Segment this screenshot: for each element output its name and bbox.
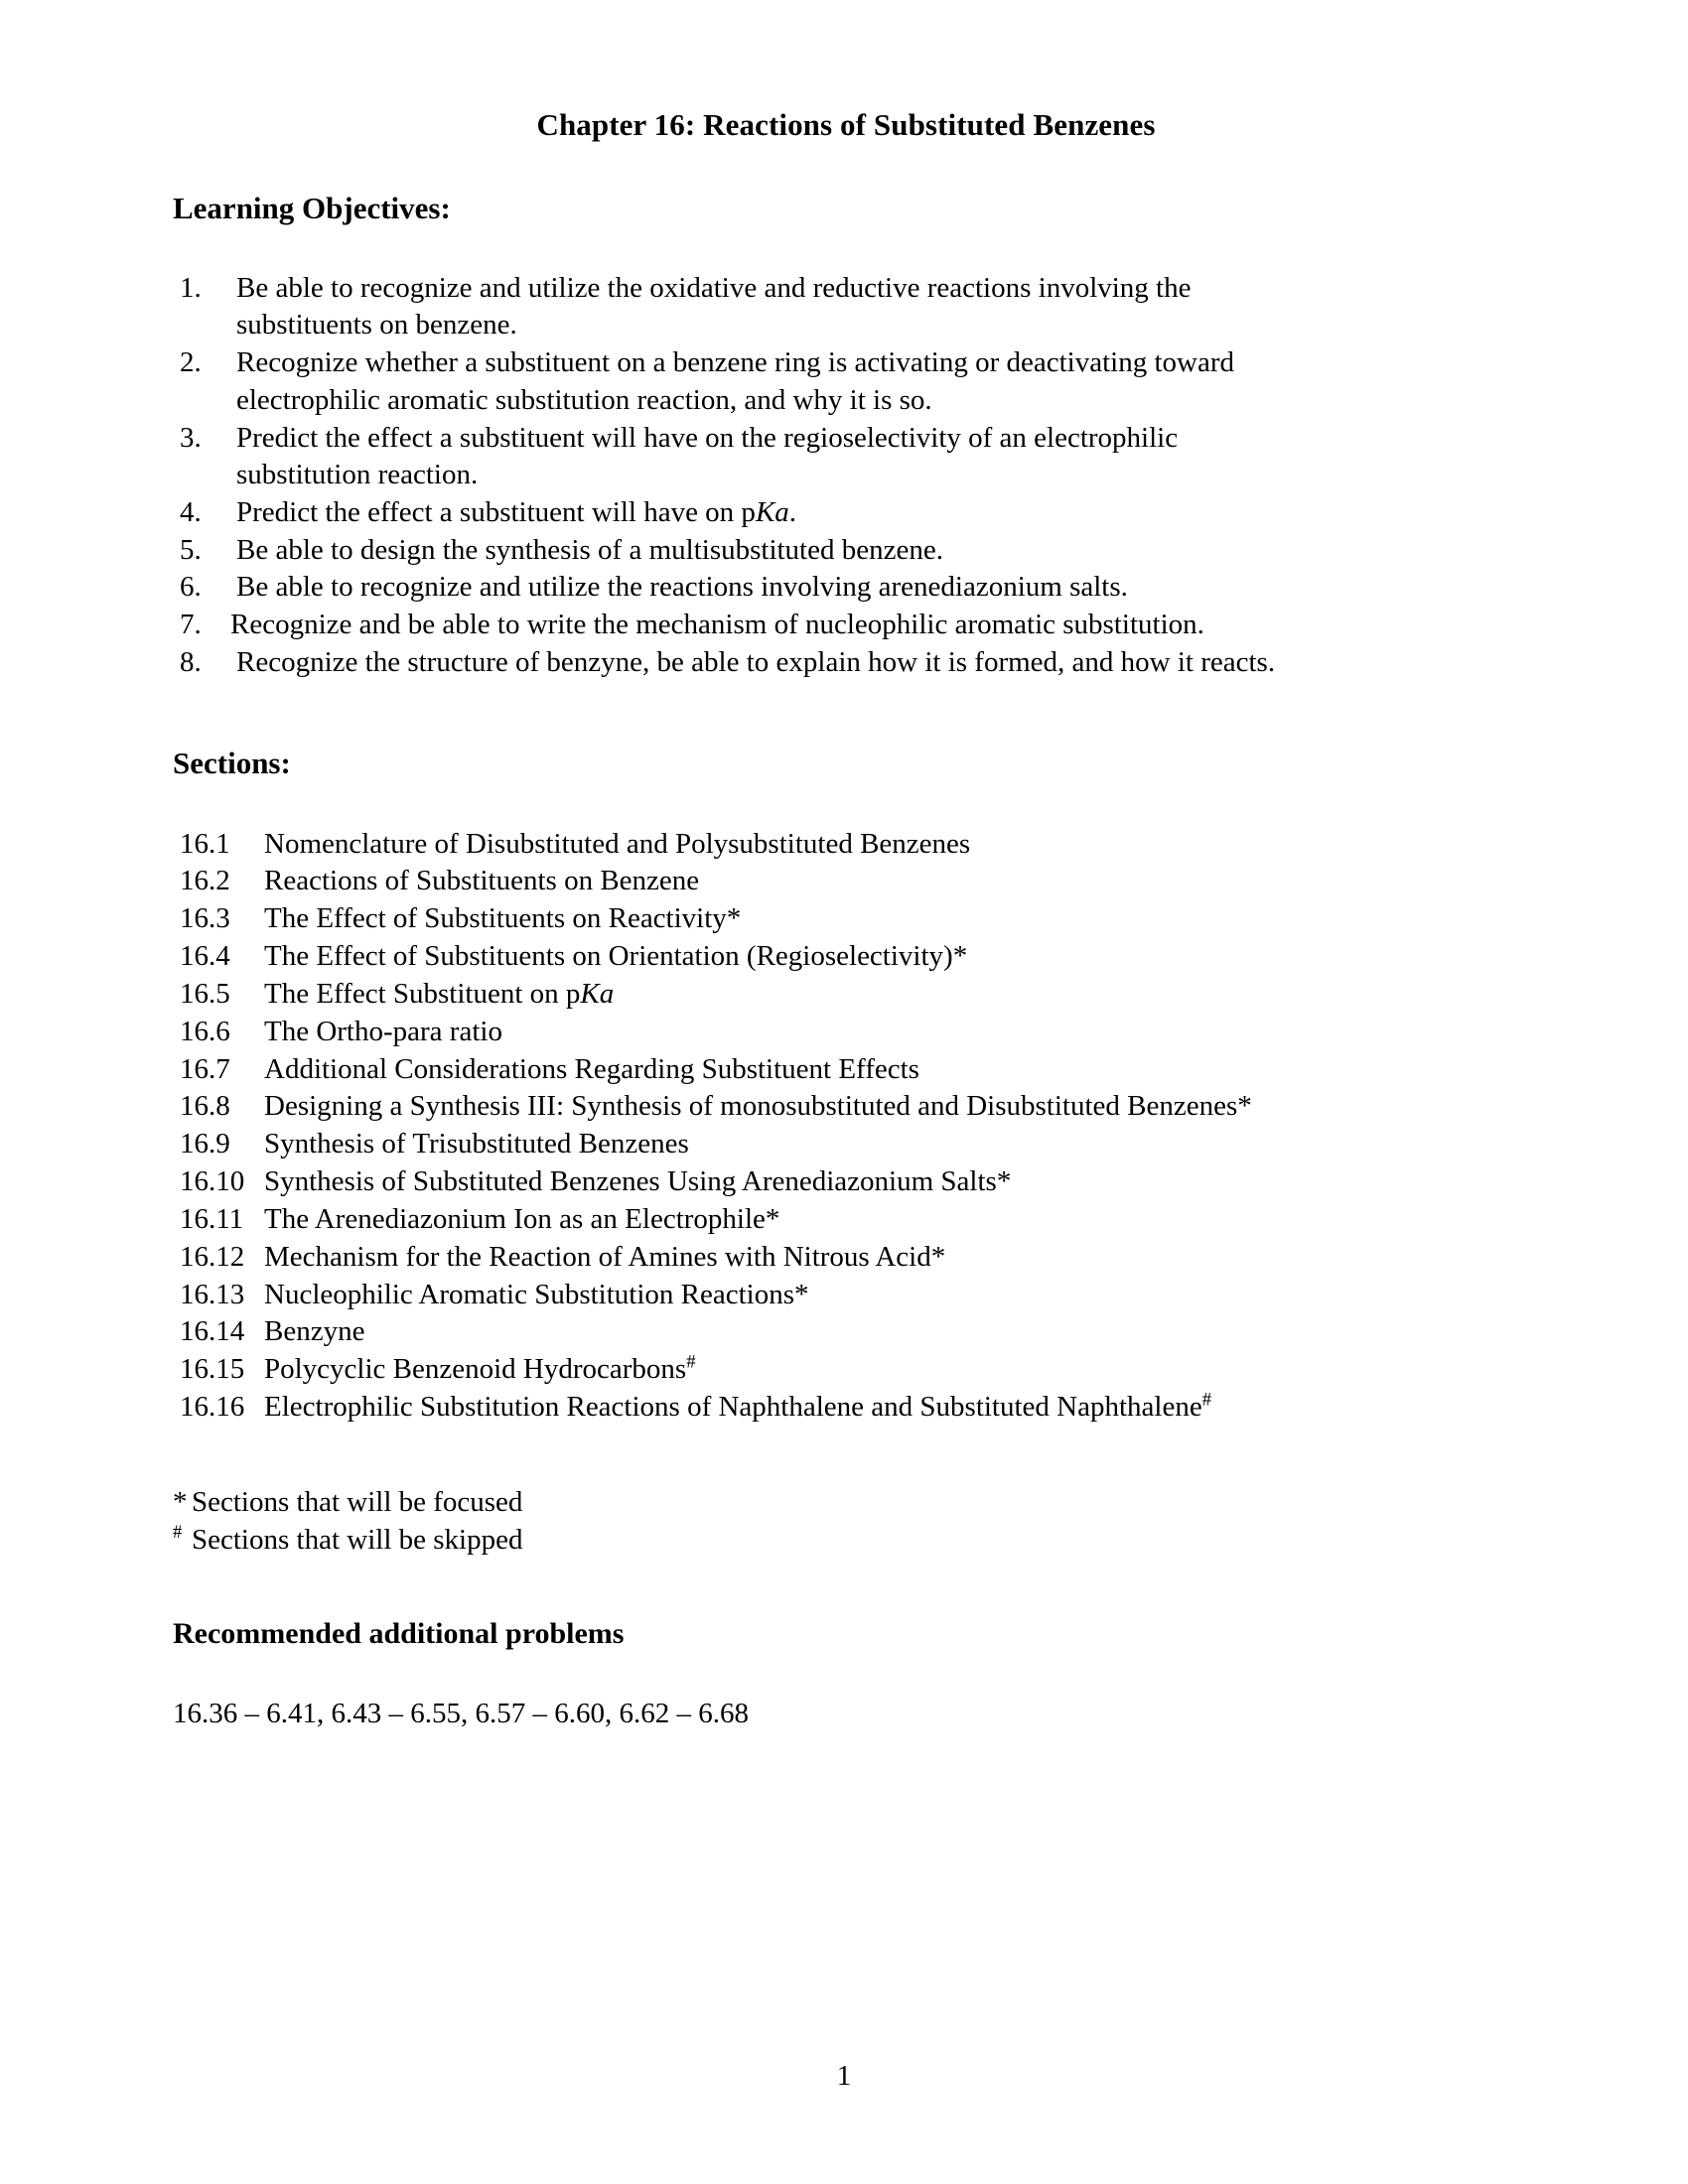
list-item: [173, 826, 1519, 864]
section-title: The Effect of Substituents on Orientation (Regioselectivity)*: [264, 940, 968, 973]
spacer: [173, 1559, 1519, 1616]
learning-objectives-list: [173, 270, 1519, 682]
list-item-text-pre: Predict the effect a substituent will have on p: [236, 495, 756, 528]
list-item: [173, 1389, 1519, 1427]
section-number: 16.16: [180, 1391, 245, 1424]
list-item-number: 7.: [180, 608, 202, 640]
page-title: Chapter 16: Reactions of Substituted Benzenes: [536, 107, 1156, 142]
section-title: [264, 976, 1262, 1014]
list-item: [173, 976, 1519, 1014]
section-title: Benzyne: [264, 1315, 365, 1348]
section-title: Synthesis of Substituted Benzenes Using Arenediazonium Salts*: [264, 1165, 1012, 1198]
footnote-skipped: # Sections that will be skipped: [173, 1522, 523, 1556]
section-title: The Arenediazonium Ion as an Electrophile*: [264, 1202, 780, 1235]
section-title-superscript: #: [686, 1351, 696, 1373]
list-item-number: 5.: [180, 533, 202, 566]
list-item: [173, 1126, 1519, 1163]
section-title-pre: The Effect Substituent on p: [264, 977, 581, 1010]
list-item: [173, 532, 1519, 570]
section-title-pre: Polycyclic Benzenoid Hydrocarbons: [264, 1353, 687, 1386]
spacer: [173, 782, 1519, 826]
section-title: [264, 1389, 1262, 1427]
section-title: Synthesis of Trisubstituted Benzenes: [264, 1128, 689, 1160]
list-item-number: 1.: [180, 271, 202, 304]
list-item: [173, 1088, 1519, 1126]
page-number: 1: [836, 2060, 852, 2092]
list-item: [173, 270, 1519, 344]
section-number: 16.15: [180, 1353, 245, 1386]
section-title-pre: Electrophilic Substitution Reactions of Naphthalene and Substituted Naphthalene: [264, 1391, 1202, 1424]
footnote-text: Sections that will be focused: [192, 1486, 523, 1519]
section-number: 16.11: [180, 1202, 244, 1235]
list-item-text: Predict the effect a substituent will have on the regioselectivity of an electrophilic substitution reaction.: [236, 421, 1179, 491]
list-item: [173, 1014, 1519, 1051]
list-item: [173, 1051, 1519, 1089]
section-number: 16.4: [180, 940, 230, 973]
section-title-superscript: #: [1201, 1389, 1211, 1411]
section-number: 16.10: [180, 1165, 245, 1198]
section-number: 16.5: [180, 977, 230, 1010]
section-number: 16.8: [180, 1090, 230, 1123]
list-item: [173, 900, 1519, 938]
list-item-text: Recognize the structure of benzyne, be able to explain how it is formed, and how it reacts.: [236, 645, 1276, 678]
list-item: [173, 863, 1519, 900]
section-number: 16.7: [180, 1052, 230, 1085]
list-item-number: 3.: [180, 421, 202, 454]
recommended-problems-list: 16.36 – 6.41, 6.43 – 6.55, 6.57 – 6.60, 6.62 – 6.68: [173, 1698, 749, 1730]
list-item: [173, 1201, 1519, 1239]
section-number: 16.13: [180, 1278, 245, 1310]
section-title: Additional Considerations Regarding Substituent Effects: [264, 1052, 919, 1085]
sections-heading: Sections:: [173, 746, 291, 781]
list-item: [173, 1277, 1519, 1314]
list-item-text: Recognize whether a substituent on a benzene ring is activating or deactivating toward electrophilic aromatic substitution reaction, and why it is so.: [236, 346, 1234, 416]
list-item-text: Be able to recognize and utilize the oxidative and reductive reactions involving the substituents on benzene.: [236, 271, 1192, 341]
list-item: [173, 494, 1519, 532]
section-title: Nucleophilic Aromatic Substitution Reactions*: [264, 1278, 809, 1310]
sections-list: [173, 826, 1519, 1428]
list-item: [173, 1163, 1519, 1201]
footnote-text: Sections that will be skipped: [192, 1523, 523, 1556]
section-number: 16.2: [180, 865, 230, 897]
section-title-italic: Ka: [580, 977, 615, 1010]
spacer: [173, 226, 1519, 270]
section-title: [264, 1351, 1262, 1389]
list-item: [173, 607, 1519, 644]
section-number: 16.3: [180, 902, 230, 935]
learning-objectives-heading: Learning Objectives:: [173, 190, 451, 225]
footnote-focused: [173, 1484, 1519, 1522]
list-item: [173, 1313, 1519, 1351]
list-item: [173, 420, 1519, 494]
list-item-number: 8.: [180, 645, 202, 678]
section-number: 16.12: [180, 1240, 245, 1273]
list-item-number: 4.: [180, 495, 202, 528]
spacer: [173, 681, 1519, 745]
list-item-text: Be able to design the synthesis of a multisubstituted benzene.: [236, 533, 943, 566]
list-item-text: Recognize and be able to write the mechanism of nucleophilic aromatic substitution.: [230, 608, 1204, 640]
footnotes: [173, 1484, 1519, 1559]
list-item-text-post: .: [788, 495, 797, 528]
list-item-number: 2.: [180, 346, 202, 379]
recommended-problems-heading: Recommended additional problems: [173, 1617, 625, 1651]
section-title: Designing a Synthesis III: Synthesis of monosubstituted and Disubstituted Benzenes*: [264, 1090, 1252, 1123]
section-title: Mechanism for the Reaction of Amines with Nitrous Acid*: [264, 1240, 946, 1273]
list-item-text-italic: Ka: [755, 495, 789, 528]
spacer: [173, 1652, 1519, 1696]
list-item-text: [236, 494, 1304, 532]
section-number: 16.1: [180, 827, 230, 860]
spacer: [173, 1427, 1519, 1484]
section-title: Reactions of Substituents on Benzene: [264, 865, 700, 897]
list-item-number: 6.: [180, 571, 202, 604]
section-title: The Effect of Substituents on Reactivity*: [264, 902, 742, 935]
list-item: [173, 569, 1519, 607]
footnote-mark-asterisk: *: [173, 1486, 188, 1519]
list-item: [173, 1351, 1519, 1389]
section-number: 16.6: [180, 1015, 230, 1047]
list-item: [173, 938, 1519, 976]
section-title: The Ortho-para ratio: [264, 1015, 502, 1047]
section-number: 16.9: [180, 1128, 230, 1160]
section-number: 16.14: [180, 1315, 245, 1348]
list-item: [173, 344, 1519, 419]
section-title: Nomenclature of Disubstituted and Polysubstituted Benzenes: [264, 827, 971, 860]
list-item: [173, 1239, 1519, 1277]
list-item: [173, 644, 1519, 682]
list-item-text: Be able to recognize and utilize the reactions involving arenediazonium salts.: [236, 571, 1128, 604]
